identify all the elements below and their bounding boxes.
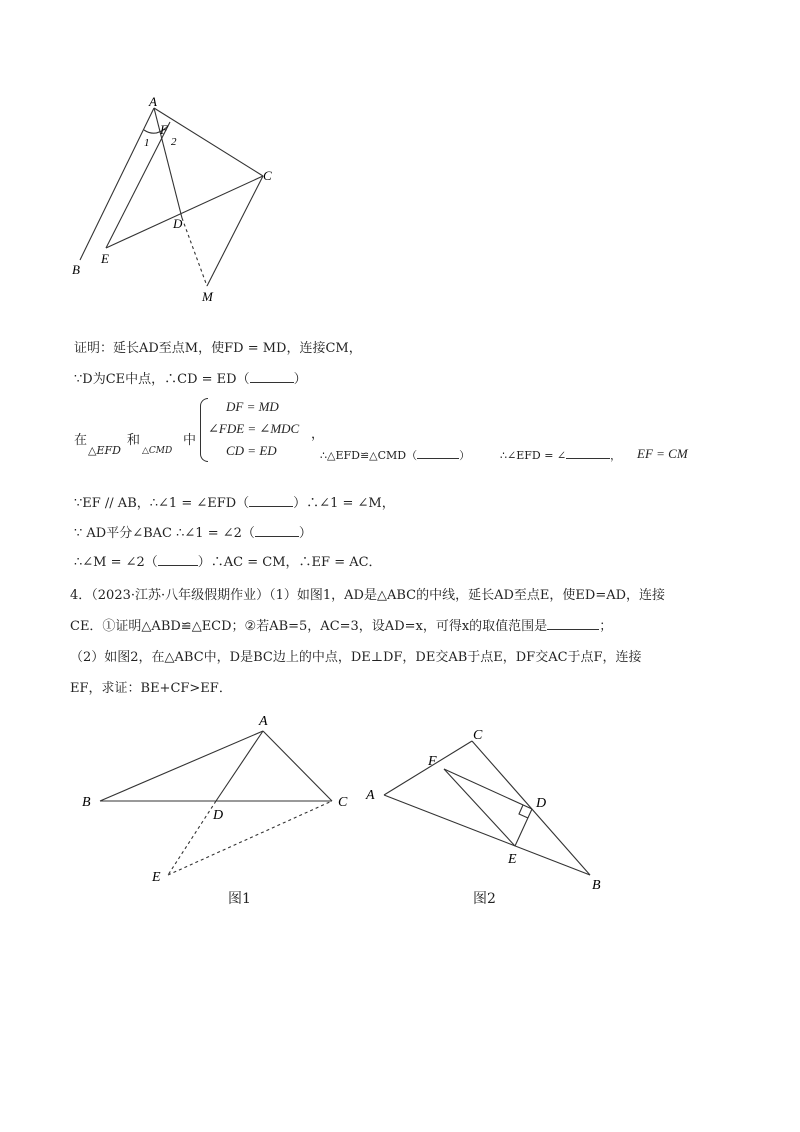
label-b: B <box>592 878 601 893</box>
segment-ab <box>384 795 590 875</box>
answer-blank-5[interactable] <box>255 524 299 537</box>
congruence-close: ） <box>459 449 471 462</box>
figure-2 <box>360 725 620 900</box>
answer-blank-3[interactable] <box>566 446 610 459</box>
answer-blank-2[interactable] <box>417 446 459 459</box>
problem-line-3: （2）如图2，在△ABC中，D是BC边上的中点，DE⊥DF，DE交AB于点E，DF交AC于点F，连接 <box>70 650 642 665</box>
proof-in: 在 <box>74 433 88 448</box>
problem-line-4: EF，求证：BE+CF>EF． <box>70 681 232 696</box>
proof-line-4 <box>74 494 395 513</box>
segment-ac <box>263 731 332 801</box>
figure-2-caption: 图2 <box>473 891 496 907</box>
label-c: C <box>338 795 348 810</box>
label-angle-2: 2 <box>171 136 177 148</box>
figure-1-caption: 图1 <box>228 891 251 907</box>
proof-line-4-rest: ）∴∠1 = ∠M， <box>293 496 395 511</box>
proof-figure <box>60 90 300 310</box>
proof-line-5 <box>74 524 312 543</box>
angle-equal-text: ∴∠EFD = ∠ <box>500 449 567 462</box>
system-line-1: DF = MD <box>226 399 279 414</box>
problem-line-2-text: CE．①证明△ABD≌△ECD；②若AB=5，AC=3，设AD=x，可得x的取值范围是 <box>70 619 548 634</box>
proof-line-2-close: ） <box>293 372 307 387</box>
answer-blank-1[interactable] <box>250 370 294 383</box>
problem-line-2 <box>70 616 612 638</box>
congruence-text: ∴△EFD≌△CMD（ <box>320 449 418 462</box>
segment-fe <box>444 769 515 846</box>
label-f: F <box>428 754 437 769</box>
triangle-efd: △EFD <box>88 444 121 457</box>
segment-de <box>515 809 532 846</box>
system-line-3: CD = ED <box>226 443 277 458</box>
angle-equal-comma: ， <box>610 449 622 462</box>
label-m: M <box>202 289 213 304</box>
label-c: C <box>473 728 483 743</box>
label-d: D <box>173 216 183 231</box>
system-brace <box>200 398 208 462</box>
label-b: B <box>72 262 80 277</box>
label-c: C <box>263 168 272 183</box>
problem-line-1: 4．（2023·江苏·八年级假期作业）（1）如图1，AD是△ABC的中线，延长AD至点E，使ED=AD，连接 <box>70 588 666 603</box>
problem-line-2-end: ； <box>599 619 613 634</box>
proof-line-6 <box>74 553 382 572</box>
segment-fd <box>444 769 532 809</box>
segment-ba <box>100 731 263 801</box>
label-a: A <box>259 714 268 729</box>
label-d: D <box>213 808 224 823</box>
proof-mid: 中 <box>183 433 197 448</box>
label-a: A <box>366 788 375 803</box>
label-e: E <box>101 251 109 266</box>
system-comma: ， <box>311 427 325 442</box>
segment-ad <box>154 108 182 218</box>
angle-equal-line <box>500 446 621 463</box>
label-e: E <box>508 852 517 867</box>
triangle-cmd: △CMD <box>142 446 173 456</box>
answer-blank-4[interactable] <box>249 494 293 507</box>
figure-1 <box>70 705 370 895</box>
segment-dm-dashed <box>182 218 207 286</box>
proof-line-5-text: ∵ AD平分∠BAC ∴∠1 = ∠2（ <box>74 526 255 541</box>
segment-ec <box>106 176 263 248</box>
system-line-2: ∠FDE = ∠MDC <box>208 421 300 436</box>
proof-line-4-text: ∵EF // AB，∴∠1 = ∠EFD（ <box>74 496 250 511</box>
answer-blank-6[interactable] <box>158 553 198 566</box>
proof-line-5-close: ） <box>298 526 312 541</box>
label-angle-1: 1 <box>144 137 150 149</box>
proof-line-2-text: ∵D为CE中点，∴CD = ED（ <box>74 372 250 387</box>
proof-and: 和 <box>127 433 141 448</box>
proof-line-1: 证明：延长AD至点M，使FD = MD，连接CM， <box>74 341 362 356</box>
congruence-line <box>320 446 470 463</box>
proof-line-2 <box>74 370 307 389</box>
segment-ab <box>80 108 154 260</box>
proof-line-6-text: ∴∠M = ∠2（ <box>74 555 158 570</box>
proof-line-6-rest: ）∴AC = CM，∴EF = AC． <box>197 555 382 570</box>
ef-equals-cm: EF = CM <box>637 446 688 461</box>
label-a: A <box>149 94 157 109</box>
label-b: B <box>82 795 91 810</box>
segment-cm <box>207 176 263 286</box>
label-f: F <box>160 122 168 137</box>
label-d: D <box>536 796 547 811</box>
answer-blank-range[interactable] <box>547 617 599 630</box>
label-e: E <box>152 870 161 885</box>
